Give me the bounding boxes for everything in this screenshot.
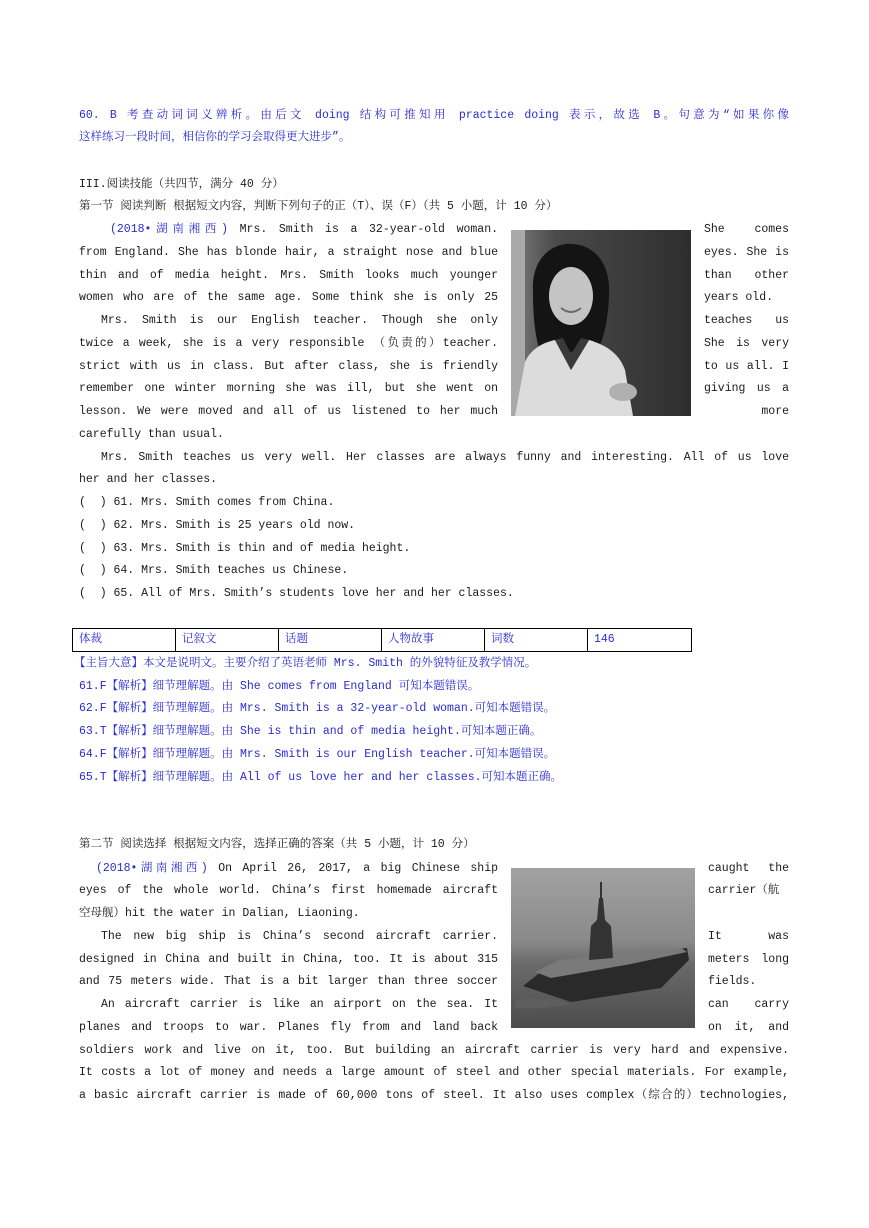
- answer-61: 61.F【解析】细节理解题。由 She comes from England 可知本题错误。: [79, 680, 480, 693]
- part1-passage-line: her and her classes.: [79, 473, 218, 486]
- table-cell-topic-label: 话题: [279, 629, 382, 651]
- table-cell-genre-value: 记叙文: [176, 629, 279, 651]
- part2-passage-line: An aircraft carrier is like an airport on the sea. It: [101, 998, 498, 1011]
- prev-answer-line-2: 这样练习一段时间，相信你的学习会取得更大进步”。: [79, 131, 351, 144]
- part2-right-line: caught the: [708, 862, 789, 875]
- part1-right-line: She comes: [704, 223, 789, 236]
- part1-passage-line: strict with us in class. But after class, she is friendly: [79, 360, 498, 373]
- part1-right-line: more: [761, 405, 789, 418]
- part2-right-line: on it, and: [708, 1021, 789, 1034]
- question-62: ( ) 62. Mrs. Smith is 25 years old now.: [79, 519, 356, 532]
- part2-right-line: can carry: [708, 998, 789, 1011]
- table-cell-wordcount-value: 146: [594, 633, 615, 646]
- table-cell-topic-value: 人物故事: [382, 629, 485, 651]
- prev-answer-line-1: 60. B 考查动词词义辨析。由后文 doing 结构可推知用 practice doing 表示，故选 B。句意为“如果你像: [79, 109, 789, 122]
- part2-passage-line: It costs a lot of money and needs a large amount of steel and other special materials. For example,: [79, 1066, 789, 1079]
- part1-passage-line: thin and of media height. Mrs. Smith looks much younger: [79, 269, 498, 282]
- part2-passage-line: a basic aircraft carrier is made of 60,000 tons of steel. It also uses complex（综合的）technologies,: [79, 1089, 789, 1102]
- part1-passage-line: carefully than usual.: [79, 428, 224, 441]
- question-63: ( ) 63. Mrs. Smith is thin and of media height.: [79, 542, 411, 555]
- part2-heading: 第二节 阅读选择 根据短文内容，选择正确的答案（共 5 小题，计 10 分）: [79, 838, 475, 851]
- answer-65: 65.T【解析】细节理解题。由 All of us love her and her classes.可知本题正确。: [79, 771, 563, 784]
- part1-passage-line: women who are of the same age. Some think she is only 25: [79, 291, 498, 304]
- part1-heading: 第一节 阅读判断 根据短文内容，判断下列句子的正（T）、误（F）（共 5 小题，计 10 分）: [79, 200, 558, 213]
- part2-source-tag: (2018•湖南湘西): [96, 862, 208, 875]
- answer-63: 63.T【解析】细节理解题。由 She is thin and of media height.可知本题正确。: [79, 725, 542, 738]
- face-shape: [549, 267, 593, 325]
- part2-right-line: meters long: [708, 953, 789, 966]
- part1-passage-line: remember one winter morning she was ill, but she went on: [79, 382, 498, 395]
- answer-64: 64.F【解析】细节理解题。由 Mrs. Smith is our English teacher.可知本题错误。: [79, 748, 556, 761]
- part1-passage-line: from England. She has blonde hair, a straight nose and blue: [79, 246, 498, 259]
- question-61: ( ) 61. Mrs. Smith comes from China.: [79, 496, 335, 509]
- part1-passage-line: Mrs. Smith is our English teacher. Though she only: [101, 314, 498, 327]
- part1-right-line: than other: [704, 269, 789, 282]
- question-65: ( ) 65. All of Mrs. Smith’s students love her and her classes.: [79, 587, 514, 600]
- part2-passage-line: planes and troops to war. Planes fly from and land back: [79, 1021, 498, 1034]
- part1-passage-line: lesson. We were moved and all of us listened to her much: [79, 405, 498, 418]
- answer-62: 62.F【解析】细节理解题。由 Mrs. Smith is a 32-year-old woman.可知本题错误。: [79, 702, 556, 715]
- part2-passage-line: designed in China and built in China, too. It is about 315: [79, 953, 498, 966]
- part1-passage-line: [110, 222, 498, 238]
- reading-section-heading: III.阅读技能（共四节，满分 40 分）: [79, 178, 284, 191]
- part1-right-line: years old.: [704, 291, 774, 304]
- part2-passage-line: [96, 861, 498, 877]
- part1-right-line: eyes. She is: [704, 246, 789, 259]
- passage-info-table: [72, 628, 692, 652]
- part1-right-line: giving us a: [704, 382, 789, 395]
- table-cell-wordcount-label: 词数: [485, 629, 588, 651]
- part2-passage-line: soldiers work and live on it, too. But building an aircraft carrier is very hard and expensive.: [79, 1044, 789, 1057]
- part1-right-line: teaches us: [704, 314, 789, 327]
- part1-first-line: Mrs. Smith is a 32-year-old woman.: [228, 223, 498, 236]
- table-cell-genre-label: 体裁: [73, 629, 176, 651]
- teacher-photo: [511, 230, 691, 416]
- part1-passage-line: Mrs. Smith teaches us very well. Her classes are always funny and interesting. All of us love: [101, 451, 789, 464]
- part1-source-tag: (2018•湖南湘西): [110, 223, 229, 236]
- part2-passage-line: The new big ship is China’s second aircraft carrier.: [101, 930, 498, 943]
- part2-passage-line: 空母舰）hit the water in Dalian, Liaoning.: [79, 907, 360, 920]
- part1-right-line: to us all. I: [704, 360, 789, 373]
- part2-right-line: It was: [708, 930, 789, 943]
- part2-right-line: carrier（航: [708, 884, 780, 897]
- part1-passage-line: twice a week, she is a very responsible （负责的）teacher.: [79, 337, 498, 350]
- part2-passage-line: and 75 meters wide. That is a bit larger than three soccer: [79, 975, 498, 988]
- question-64: ( ) 64. Mrs. Smith teaches us Chinese.: [79, 564, 349, 577]
- part1-right-line: She is very: [704, 337, 789, 350]
- hand-shape: [609, 383, 637, 401]
- part1-summary: 【主旨大意】本文是说明文。主要介绍了英语老师 Mrs. Smith 的外貌特征及教学情况。: [74, 657, 537, 670]
- part2-first-line: On April 26, 2017, a big Chinese ship: [207, 862, 498, 875]
- part2-passage-line: eyes of the whole world. China’s first homemade aircraft: [79, 884, 498, 897]
- aircraft-carrier-photo: [511, 868, 695, 1028]
- radar-mast: [600, 882, 602, 900]
- part2-right-line: fields.: [708, 975, 757, 988]
